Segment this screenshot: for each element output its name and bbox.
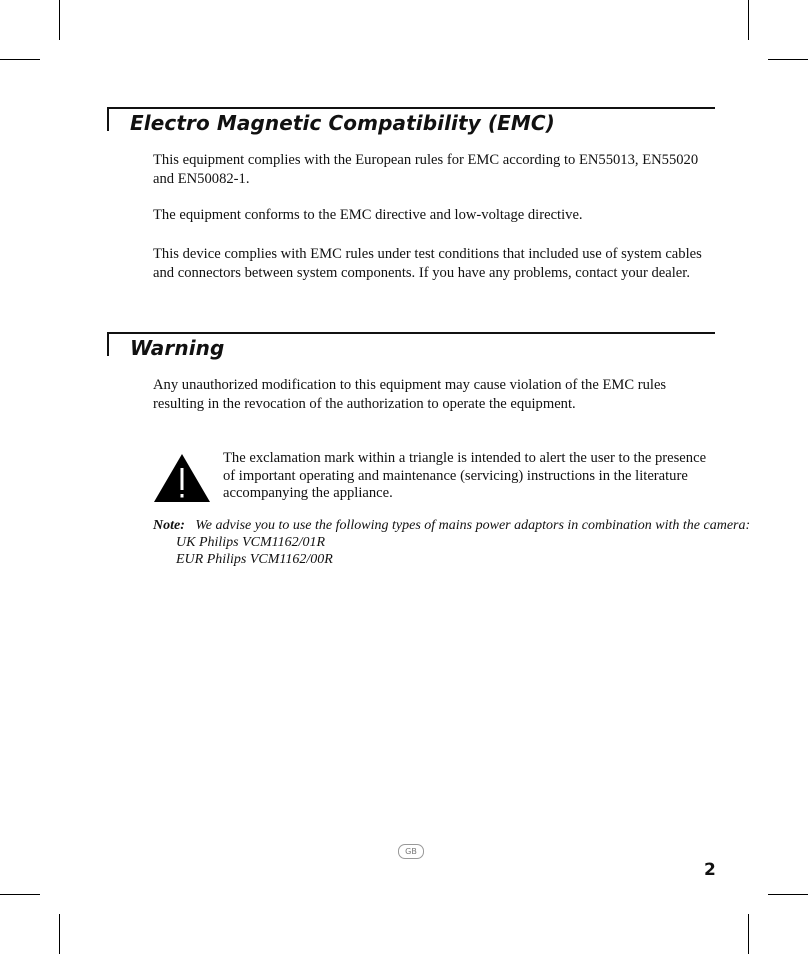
emc-heading: Electro Magnetic Compatibility (EMC)	[130, 111, 555, 135]
crop-mark	[768, 59, 808, 60]
warning-triangle-icon	[154, 454, 210, 502]
warning-heading: Warning	[130, 336, 225, 360]
page-number: 2	[704, 860, 716, 880]
warning-icon-explanation: The exclamation mark within a triangle is intended to alert the user to the presence of important operating and maintenance (servicing) instructions in the literature accompanying the appliance.	[223, 450, 707, 501]
crop-mark	[748, 0, 749, 40]
crop-mark	[768, 894, 808, 895]
adaptor-item: UK Philips VCM1162/01R	[176, 535, 326, 550]
note-line	[153, 517, 753, 534]
emc-paragraph: This device complies with EMC rules under test conditions that included use of system cables and connectors between system components. If you have any problems, contact your dealer.	[153, 246, 702, 281]
note-text: We advise you to use the following types of mains power adaptors in combination with the camera:	[195, 518, 751, 533]
emc-paragraph: The equipment conforms to the EMC directive and low-voltage directive.	[153, 207, 583, 223]
emc-paragraph: This equipment complies with the European rules for EMC according to EN55013, EN55020 and EN50082-1.	[153, 152, 699, 187]
crop-mark	[59, 0, 60, 40]
warning-section-heading	[107, 332, 715, 360]
adaptor-note	[153, 517, 753, 568]
crop-mark	[748, 914, 749, 954]
note-label: Note:	[153, 518, 185, 533]
region-badge: GB	[398, 844, 424, 859]
crop-mark	[0, 894, 40, 895]
heading-rule	[107, 107, 109, 131]
crop-mark	[0, 59, 40, 60]
crop-mark	[59, 914, 60, 954]
heading-rule	[107, 332, 715, 334]
warning-paragraph: Any unauthorized modification to this equipment may cause violation of the EMC rules resulting in the revocation of the authorization to operate the equipment.	[153, 377, 667, 412]
heading-rule	[107, 332, 109, 356]
adaptor-item: EUR Philips VCM1162/00R	[176, 552, 333, 567]
heading-rule	[107, 107, 715, 109]
emc-section-heading	[107, 107, 715, 135]
